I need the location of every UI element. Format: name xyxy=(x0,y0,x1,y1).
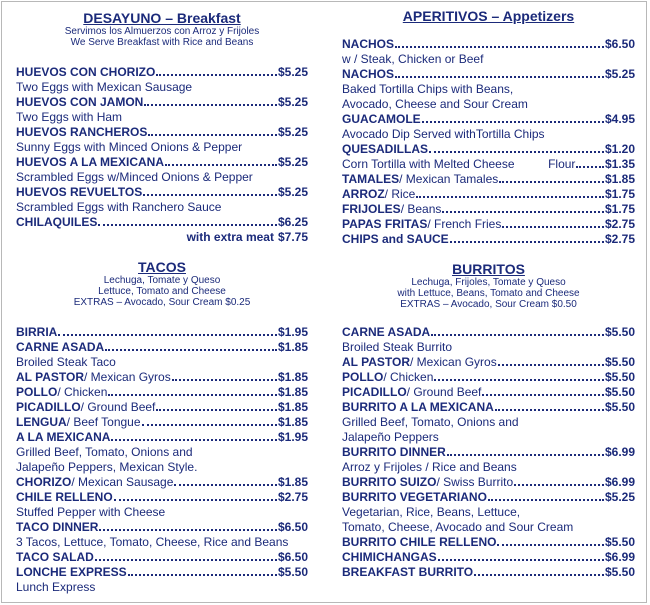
item-name: POLLO xyxy=(16,385,58,399)
item-name: HUEVOS CON CHORIZO xyxy=(16,65,156,79)
item-name: FRIJOLES xyxy=(342,202,401,216)
item-price: $1.20 xyxy=(604,142,635,156)
section-title: DESAYUNO – Breakfast xyxy=(83,10,241,26)
dot-leader xyxy=(447,453,604,456)
dot-leader xyxy=(143,193,277,196)
item-description: Grilled Beef, Tomato, Onions and xyxy=(342,415,519,429)
item-price: $2.75 xyxy=(277,490,308,504)
menu-item xyxy=(342,142,635,157)
section-title: TACOS xyxy=(138,259,186,275)
menu-item xyxy=(16,155,308,170)
item-description: Baked Tortilla Chips with Beans, xyxy=(342,82,514,96)
dot-leader xyxy=(422,120,604,123)
menu-item xyxy=(342,385,635,400)
menu-item xyxy=(342,445,635,460)
item-price: $1.95 xyxy=(277,430,308,444)
item-price: $5.25 xyxy=(604,490,635,504)
menu-item xyxy=(16,215,308,230)
item-name: BURRITO CHILE RELLENO xyxy=(342,535,497,549)
item-name: BURRITO SUIZO xyxy=(342,475,437,489)
item-description: Two Eggs with Ham xyxy=(16,110,123,124)
menu-item xyxy=(16,520,308,535)
item-note: / Rice xyxy=(384,187,416,201)
menu-item xyxy=(342,325,635,340)
item-description: Grilled Beef, Tomato, Onions and xyxy=(16,445,193,459)
item-price: $5.50 xyxy=(604,355,635,369)
item-price: $5.25 xyxy=(277,95,308,109)
aperitivos-item-list xyxy=(342,37,635,247)
item-name: CHIPS and SAUCE xyxy=(342,232,449,246)
dot-leader xyxy=(450,240,604,243)
dot-leader xyxy=(128,573,277,576)
item-description: w / Steak, Chicken or Beef xyxy=(342,52,484,66)
item-price: $1.85 xyxy=(277,385,308,399)
item-name: CARNE ASADA xyxy=(16,340,105,354)
item-note: / Mexican Gyros xyxy=(84,370,171,384)
menu-item xyxy=(16,385,308,400)
item-price: $6.50 xyxy=(604,37,635,51)
extra-option-price: $7.75 xyxy=(277,230,308,244)
item-name: BURRITO A LA MEXICANA xyxy=(342,400,494,414)
item-name: BURRITO VEGETARIANO xyxy=(342,490,487,504)
item-price: $1.75 xyxy=(604,202,635,216)
item-price: $6.99 xyxy=(604,475,635,489)
desayuno-section xyxy=(16,10,308,244)
item-description: Avocado Dip Served withTortilla Chips xyxy=(342,127,545,141)
item-description: Scrambled Eggs w/Minced Onions & Pepper xyxy=(16,170,253,184)
item-price: $5.50 xyxy=(604,370,635,384)
menu-item xyxy=(16,415,308,430)
menu-item xyxy=(16,370,308,385)
dot-leader xyxy=(431,333,604,336)
item-name: QUESADILLAS xyxy=(342,142,429,156)
menu-item xyxy=(342,187,635,202)
item-price: $1.35 xyxy=(604,157,635,171)
section-subtitle: Lechuga, Frijoles, Tomate y Queso xyxy=(411,277,566,288)
tacos-section xyxy=(16,259,308,594)
item-description: Broiled Steak Burrito xyxy=(342,340,453,354)
menu-item xyxy=(342,355,635,370)
dot-leader xyxy=(142,423,277,426)
dot-leader xyxy=(442,210,604,213)
dot-leader xyxy=(111,438,277,441)
dot-leader xyxy=(502,225,604,228)
burritos-item-list xyxy=(342,325,635,580)
dot-leader xyxy=(144,103,277,106)
item-name: ARROZ xyxy=(342,187,385,201)
item-name: BURRITO DINNER xyxy=(342,445,446,459)
dot-leader xyxy=(514,483,604,486)
item-name: BIRRIA xyxy=(16,325,58,339)
dot-leader xyxy=(99,528,277,531)
menu-item xyxy=(342,37,635,52)
item-note: / French Fries xyxy=(427,217,502,231)
item-name: A LA MEXICANA xyxy=(16,430,111,444)
menu-item xyxy=(16,325,308,340)
item-name: HUEVOS REVUELTOS xyxy=(16,185,143,199)
item-name: CHILAQUILES xyxy=(16,215,98,229)
item-name: TACO DINNER xyxy=(16,520,99,534)
item-note: / Ground Beef xyxy=(406,385,482,399)
item-name: TAMALES xyxy=(342,172,400,186)
item-price: $2.75 xyxy=(604,217,635,231)
section-title: APERITIVOS – Appetizers xyxy=(402,8,575,24)
dot-leader xyxy=(156,73,277,76)
menu-item xyxy=(342,232,635,247)
dot-leader xyxy=(395,45,604,48)
menu-item xyxy=(342,217,635,232)
item-name: CARNE ASADA xyxy=(342,325,431,339)
item-price: $4.95 xyxy=(604,112,635,126)
item-name: HUEVOS A LA MEXICANA xyxy=(16,155,165,169)
item-price: $5.50 xyxy=(277,565,308,579)
menu-item xyxy=(16,550,308,565)
item-name: POLLO xyxy=(342,370,384,384)
dot-leader xyxy=(438,558,604,561)
menu-item xyxy=(16,340,308,355)
item-price: $1.75 xyxy=(604,187,635,201)
item-name: PICADILLO xyxy=(16,400,81,414)
item-name: NACHOS xyxy=(342,37,395,51)
dot-leader xyxy=(105,348,277,351)
menu-item xyxy=(342,67,635,82)
extra-option-label: with extra meat xyxy=(186,230,274,244)
item-name: TACO SALAD xyxy=(16,550,94,564)
item-price: $1.85 xyxy=(604,172,635,186)
section-subtitle: EXTRAS – Avocado, Sour Cream $0.25 xyxy=(73,297,251,308)
burritos-section xyxy=(342,261,635,579)
section-subtitle: Servimos los Almuerzos con Arroz y Frijoles xyxy=(64,26,260,37)
item-note: / Beef Tongue xyxy=(66,415,141,429)
item-price: $5.50 xyxy=(604,325,635,339)
item-name: LENGUA xyxy=(16,415,67,429)
tacos-item-list xyxy=(16,325,308,595)
item-name: CHIMICHANGAS xyxy=(342,550,437,564)
item-name: PAPAS FRITAS xyxy=(342,217,428,231)
menu-item xyxy=(342,202,635,217)
dot-leader xyxy=(416,195,604,198)
dot-leader xyxy=(497,543,604,546)
dot-leader xyxy=(488,498,604,501)
menu-item xyxy=(342,400,635,415)
item-note: / Beans xyxy=(400,202,442,216)
dot-leader xyxy=(174,483,277,486)
item-name: CHORIZO xyxy=(16,475,72,489)
menu-item xyxy=(342,172,635,187)
dot-leader xyxy=(108,393,277,396)
desayuno-item-list xyxy=(16,65,308,245)
menu-item xyxy=(16,65,308,80)
item-description: Avocado, Cheese and Sour Cream xyxy=(342,97,528,111)
item-description: Stuffed Pepper with Cheese xyxy=(16,505,166,519)
item-price: $6.50 xyxy=(277,550,308,564)
item-price: $5.50 xyxy=(604,400,635,414)
item-price: $1.95 xyxy=(277,325,308,339)
item-price: $5.25 xyxy=(277,65,308,79)
item-price: $5.25 xyxy=(604,67,635,81)
item-description: Broiled Steak Taco xyxy=(16,355,116,369)
item-description: Two Eggs with Mexican Sausage xyxy=(16,80,193,94)
item-price: $5.25 xyxy=(277,125,308,139)
item-price: $6.99 xyxy=(604,445,635,459)
dot-leader xyxy=(434,378,604,381)
item-note: / Swiss Burrito xyxy=(436,475,514,489)
item-description: 3 Tacos, Lettuce, Tomato, Cheese, Rice and Beans xyxy=(16,535,289,549)
dot-leader xyxy=(58,333,277,336)
item-name: LONCHE EXPRESS xyxy=(16,565,127,579)
menu-item xyxy=(342,565,635,580)
menu-item xyxy=(16,565,308,580)
section-subtitle: EXTRAS – Avocado, Sour Cream $0.50 xyxy=(400,299,577,310)
menu-item xyxy=(16,185,308,200)
item-price: $6.25 xyxy=(277,215,308,229)
item-price: $2.75 xyxy=(604,232,635,246)
section-title: BURRITOS xyxy=(452,261,525,277)
dot-leader xyxy=(474,573,604,576)
item-price: $5.50 xyxy=(604,565,635,579)
item-name: NACHOS xyxy=(342,67,395,81)
dot-leader xyxy=(156,408,277,411)
item-note: / Chicken xyxy=(383,370,434,384)
menu-item xyxy=(16,400,308,415)
section-subtitle: with Lettuce, Beans, Tomato and Cheese xyxy=(397,288,580,299)
item-note: / Ground Beef xyxy=(80,400,156,414)
item-name: CHILE RELLENO xyxy=(16,490,113,504)
menu-item xyxy=(342,550,635,565)
dot-leader xyxy=(429,150,604,153)
dot-leader xyxy=(95,558,277,561)
dot-leader xyxy=(98,223,277,226)
variant-label: Flour xyxy=(548,157,576,171)
dot-leader xyxy=(114,498,277,501)
item-description: Jalapeño Peppers xyxy=(342,430,439,444)
item-description: Lunch Express xyxy=(16,580,96,594)
item-price: $5.50 xyxy=(604,535,635,549)
section-subtitle: Lettuce, Tomato and Cheese xyxy=(98,286,226,297)
item-note: / Mexican Tamales xyxy=(399,172,499,186)
item-price: $5.25 xyxy=(277,185,308,199)
item-name: GUACAMOLE xyxy=(342,112,421,126)
menu-item xyxy=(16,95,308,110)
item-note: / Chicken xyxy=(57,385,108,399)
item-price: $5.50 xyxy=(604,385,635,399)
dot-leader xyxy=(395,75,604,78)
item-description: Vegetarian, Rice, Beans, Lettuce, xyxy=(342,505,521,519)
item-name: HUEVOS RANCHEROS xyxy=(16,125,148,139)
section-subtitle: We Serve Breakfast with Rice and Beans xyxy=(70,37,254,48)
dot-leader xyxy=(495,408,604,411)
menu-item xyxy=(342,370,635,385)
item-note: / Mexican Sausage xyxy=(71,475,174,489)
dot-leader xyxy=(482,393,604,396)
item-price: $1.85 xyxy=(277,415,308,429)
menu-item xyxy=(16,430,308,445)
dot-leader xyxy=(172,378,277,381)
dot-leader xyxy=(148,133,277,136)
item-description: Corn Tortilla with Melted Cheese xyxy=(342,157,515,171)
dot-leader xyxy=(576,165,604,168)
item-description: Arroz y Frijoles / Rice and Beans xyxy=(342,460,517,474)
item-name: AL PASTOR xyxy=(16,370,85,384)
item-price: $6.99 xyxy=(604,550,635,564)
menu-item xyxy=(16,490,308,505)
menu-item xyxy=(342,490,635,505)
item-price: $1.85 xyxy=(277,400,308,414)
menu-item-variant xyxy=(342,157,635,172)
menu-item xyxy=(342,475,635,490)
dot-leader xyxy=(165,163,277,166)
item-description: Jalapeño Peppers, Mexican Style. xyxy=(16,460,198,474)
menu-item xyxy=(342,535,635,550)
aperitivos-section xyxy=(342,8,635,246)
item-description: Sunny Eggs with Minced Onions & Pepper xyxy=(16,140,243,154)
item-price: $6.50 xyxy=(277,520,308,534)
item-price: $5.25 xyxy=(277,155,308,169)
dot-leader xyxy=(499,180,604,183)
item-note: / Mexican Gyros xyxy=(410,355,497,369)
menu-item xyxy=(16,125,308,140)
item-price: $1.85 xyxy=(277,370,308,384)
section-subtitle: Lechuga, Tomate y Queso xyxy=(103,275,221,286)
item-price: $1.85 xyxy=(277,340,308,354)
extra-option xyxy=(16,230,308,245)
item-description: Tomato, Cheese, Avocado and Sour Cream xyxy=(342,520,574,534)
item-name: PICADILLO xyxy=(342,385,407,399)
dot-leader xyxy=(498,363,604,366)
menu-item xyxy=(342,112,635,127)
item-name: AL PASTOR xyxy=(342,355,411,369)
item-name: BREAKFAST BURRITO xyxy=(342,565,474,579)
item-name: HUEVOS CON JAMON xyxy=(16,95,144,109)
menu-item xyxy=(16,475,308,490)
item-description: Scrambled Eggs with Ranchero Sauce xyxy=(16,200,222,214)
item-price: $1.85 xyxy=(277,475,308,489)
